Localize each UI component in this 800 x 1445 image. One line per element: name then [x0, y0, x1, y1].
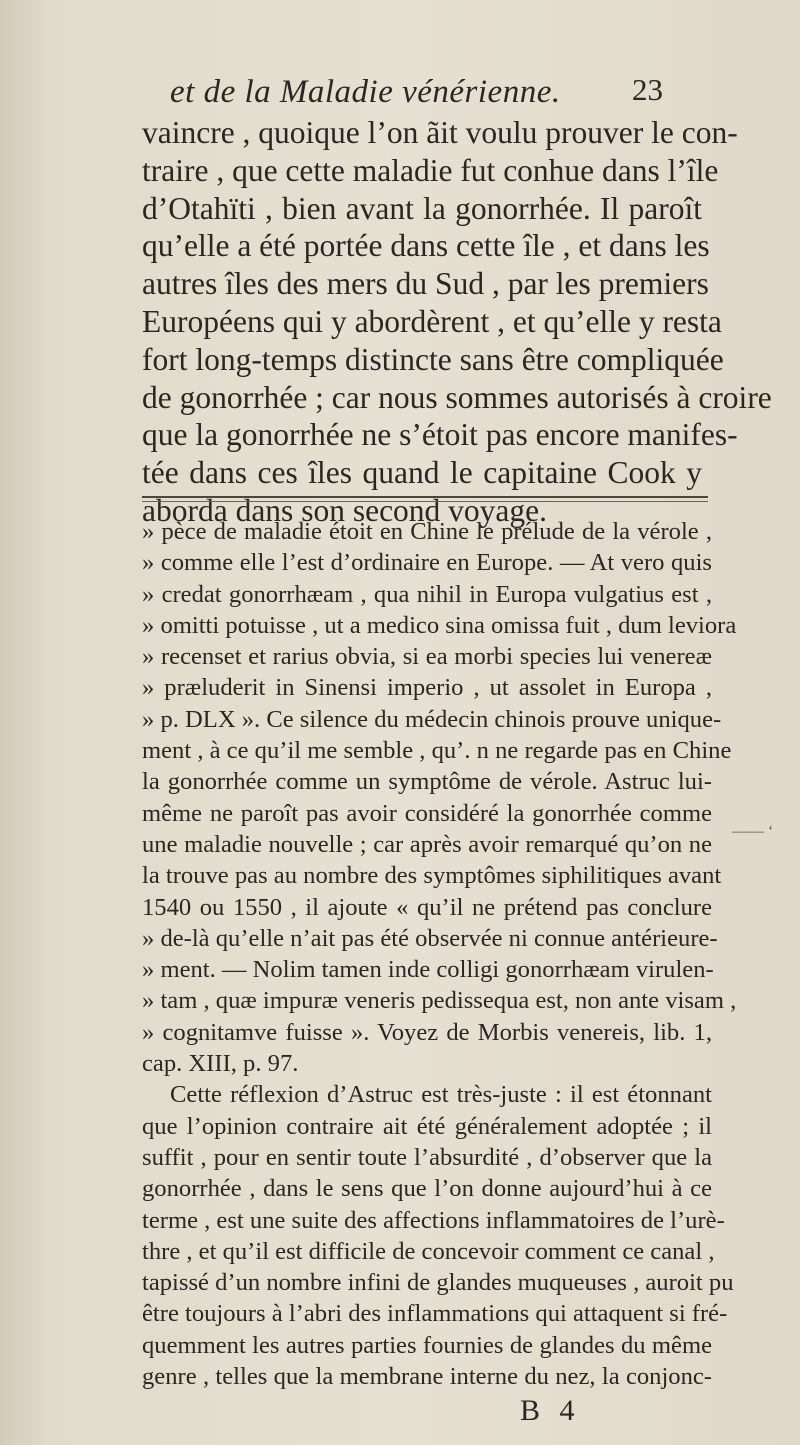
- footnote-line: cap. XIII, p. 97.: [142, 1050, 299, 1078]
- footnote-line: être toujours à l’abri des inflammations qui attaquent si fré-: [142, 1300, 728, 1328]
- main-line: de gonorrhée ; car nous sommes autorisés à croire: [142, 379, 772, 415]
- footnote-line: tapissé d’un nombre infini de glandes muqueuses , auroit pu: [142, 1269, 734, 1297]
- main-line: autres îles des mers du Sud , par les premiers: [142, 266, 709, 302]
- footnote-line: 1540 ou 1550 , il ajoute « qu’il ne prétend pas conclure: [142, 893, 712, 921]
- signature-mark: B 4: [520, 1394, 581, 1427]
- main-line: aborda dans son second voyage.: [142, 492, 548, 528]
- footnote-line: genre , telles que la membrane interne du nez, la conjonc-: [142, 1363, 712, 1391]
- footnote-line: la trouve pas au nombre des symptômes siphilitiques avant: [142, 862, 722, 890]
- main-line: Européens qui y abordèrent , et qu’elle y resta: [142, 303, 722, 339]
- footnote-line: » comme elle l’est d’ordinaire en Europe. — At vero quis: [142, 549, 712, 577]
- footnote-line: terme , est une suite des affections inflammatoires de l’urè-: [142, 1206, 725, 1234]
- footnote-separator: [142, 496, 708, 498]
- footnote-line: » tam , quæ impuræ veneris pedissequa est, non ante visam ,: [142, 987, 737, 1015]
- footnote-line: une maladie nouvelle ; car après avoir remarqué qu’on ne: [142, 830, 712, 858]
- footnote-line: gonorrhée , dans le sens que l’on donne aujourd’hui à ce: [142, 1175, 712, 1203]
- footnote-line: » omitti potuisse , ut a medico sina omissa fuit , dum leviora: [142, 611, 737, 639]
- footnote-line: » præluderit in Sinensi imperio , ut assolet in Europa ,: [142, 674, 712, 702]
- footnote-text: [142, 516, 737, 1392]
- footnote-line: » credat gonorrhæam , qua nihil in Europa vulgatius est ,: [142, 580, 712, 608]
- main-line: traire , que cette maladie fut conhue dans l’île: [142, 152, 719, 188]
- footnote-line: » de-là qu’elle n’ait pas été observée ni connue antérieure-: [142, 924, 718, 952]
- footnote-line: thre , et qu’il est difficile de concevoir comment ce canal ,: [142, 1237, 715, 1265]
- main-line: vaincre , quoique l’on ãit voulu prouver le con-: [142, 115, 738, 150]
- main-line: fort long-temps distincte sans être compliquée: [142, 341, 724, 377]
- main-line: tée dans ces îles quand le capitaine Cook y: [142, 455, 702, 491]
- footnote-line: ment , à ce qu’il me semble , qu’. n ne regarde pas en Chine: [142, 737, 732, 765]
- footnote-separator-thin: [142, 501, 708, 502]
- footnote-line: quemment les autres parties fournies de glandes du même: [142, 1331, 712, 1359]
- footnote-line: Cette réflexion d’Astruc est très-juste : il est étonnant: [170, 1081, 712, 1109]
- main-text: [142, 114, 772, 530]
- main-line: d’Otahïti , bien avant la gonorrhée. Il paroît: [142, 190, 702, 226]
- footnote-line: que l’opinion contraire ait été généralement adoptée ; il: [142, 1112, 712, 1140]
- footnote-line: » pèce de maladie étoit en Chine le prélude de la vérole ,: [142, 518, 712, 545]
- margin-pencil-mark: —— ‘: [732, 823, 774, 840]
- footnote-line: » ment. — Nolim tamen inde colligi gonorrhæam virulen-: [142, 956, 714, 984]
- footnote-line: » cognitamve fuisse ». Voyez de Morbis venereis, lib. 1,: [142, 1018, 712, 1046]
- footnote-line: la gonorrhée comme un symptôme de vérole. Astruc lui-: [142, 768, 712, 796]
- main-line: que la gonorrhée ne s’étoit pas encore manifes-: [142, 417, 738, 453]
- footnote-line: même ne paroît pas avoir considéré la gonorrhée comme: [142, 799, 712, 827]
- footnote-line: » recenset et rarius obvia, si ea morbi species lui venereæ: [142, 643, 712, 671]
- running-title: et de la Maladie vénérienne.: [170, 74, 561, 110]
- footnote-line: » p. DLX ». Ce silence du médecin chinois prouve unique-: [142, 705, 722, 733]
- page-number: 23: [632, 72, 663, 107]
- footnote-line: suffit , pour en sentir toute l’absurdité , d’observer que la: [142, 1143, 712, 1171]
- main-line: qu’elle a été portée dans cette île , et dans les: [142, 228, 710, 264]
